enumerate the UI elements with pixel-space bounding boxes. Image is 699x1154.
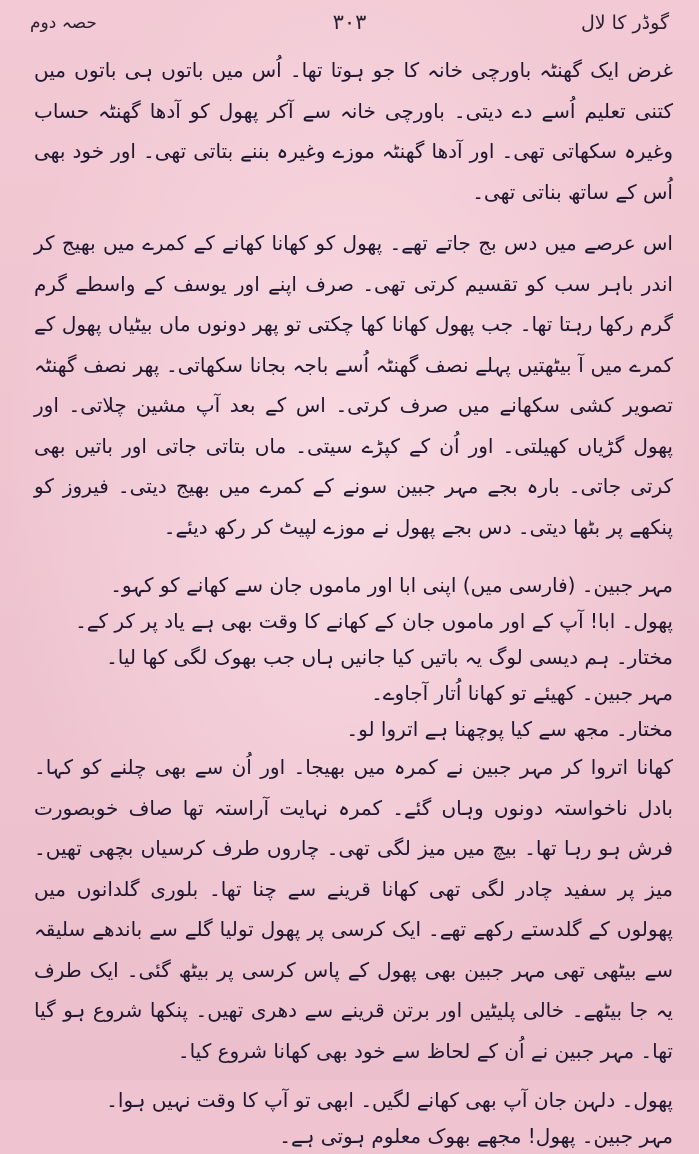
dialogue-line: مہر جبین۔ (فارسی میں) اپنی ابا اور ماموں جان سے کھانے کو کہو۔ — [110, 573, 673, 597]
dialogue-line: پھول۔ دلہن جان آپ بھی کھانے لگیں۔ ابھی تو آپ کا وقت نہیں ہوا۔ — [106, 1088, 673, 1112]
book-title: گوڈر کا لال — [580, 12, 669, 34]
paragraph: اس عرصے میں دس بج جاتے تھے۔ پھول کو کھانا کھانے کے کمرے میں بھیج کر اندر باہر سب کو تقسیم کرتی تھی۔ صرف اپنے اور یوسف کے واسطے گرم گرم رکھا رہتا تھا۔ جب پھول کھانا کھا چکتی تو پھر دونوں ماں بیٹیاں پھول کے کمرے میں آ بیٹھتیں پہلے نصف گھنٹہ اُسے باجہ بجانا سکھاتی۔ پھر نصف گھنٹہ تصویر کشی سکھانے میں صرف کرتی۔ اس کے بعد آپ مشین چلاتی۔ اور پھول گڑیاں کھیلتی۔ اور اُن کے کپڑے سیتی۔ ماں بتاتی جاتی اور باتیں بھی کرتی جاتی۔ بارہ بجے مہر جبین سونے کے کمرے میں بھیج دیتی۔ فیروز کو پنکھے پر بٹھا دیتی۔ دس بجے پھول نے موزے لپیٹ کر رکھ دیئے۔ — [34, 231, 673, 539]
dialogue-line: مختار۔ ہم دیسی لوگ یہ باتیں کیا جانیں ہاں جب بھوک لگی کھا لیا۔ — [106, 645, 673, 669]
page-body — [34, 50, 673, 1154]
page-header — [30, 8, 669, 48]
paragraph: کھانا اتروا کر مہر جبین نے کمرہ میں بھیجا۔ اور اُن سے بھی چلنے کو کہا۔ بادل ناخواستہ دونوں وہاں گئے۔ کمرہ نہایت آراستہ تھا صاف خوبصورت فرش ہو رہا تھا۔ بیچ میں میز لگی تھی۔ چاروں طرف کرسیاں بچھی تھیں۔ میز پر سفید چادر لگی تھی کھانا قرینے سے چنا تھا۔ بلوری گلدانوں میں پھولوں کے گلدستے رکھے تھے۔ ایک کرسی پر پھول تولیا گلے سے باندھے سلیقہ سے بیٹھی تھی مہر جبین بھی پھول کے پاس کرسی پر بیٹھ گئی۔ ایک طرف یہ جا بیٹھے۔ خالی پلیٹیں اور برتن قرینے سے دھری تھیں۔ پنکھا شروع ہو گیا تھا۔ مہر جبین نے اُن کے لحاظ سے خود بھی کھانا شروع کیا۔ — [34, 755, 673, 1063]
dialogue-line: مہر جبین۔ کھیئے تو کھانا اُتار آجاوے۔ — [371, 681, 673, 705]
dialogue-line: پھول۔ ابا! آپ کے اور ماموں جان کے کھانے کا وقت بھی ہے یاد پر کر کے۔ — [75, 609, 673, 633]
dialogue-line: مہر جبین۔ پھول! مجھے بھوک معلوم ہوتی ہے۔ — [279, 1124, 673, 1148]
dialogue-line: مختار۔ مجھ سے کیا پوچھنا ہے اتروا لو۔ — [346, 717, 673, 741]
part-label: حصہ دوم — [30, 13, 97, 33]
paragraph: غرض ایک گھنٹہ باورچی خانہ کا جو ہوتا تھا۔ اُس میں باتوں ہی باتوں میں کتنی تعلیم اُسے دے دیتی۔ باورچی خانہ سے آکر پھول کو آدھا گھنٹہ حساب وغیرہ سکھاتی تھی۔ اور آدھا گھنٹہ موزے وغیرہ بننے بتاتی تھی۔ اور خود بھی اُس کے ساتھ بناتی تھی۔ — [34, 58, 673, 204]
page-number: ۳۰۳ — [332, 10, 367, 34]
